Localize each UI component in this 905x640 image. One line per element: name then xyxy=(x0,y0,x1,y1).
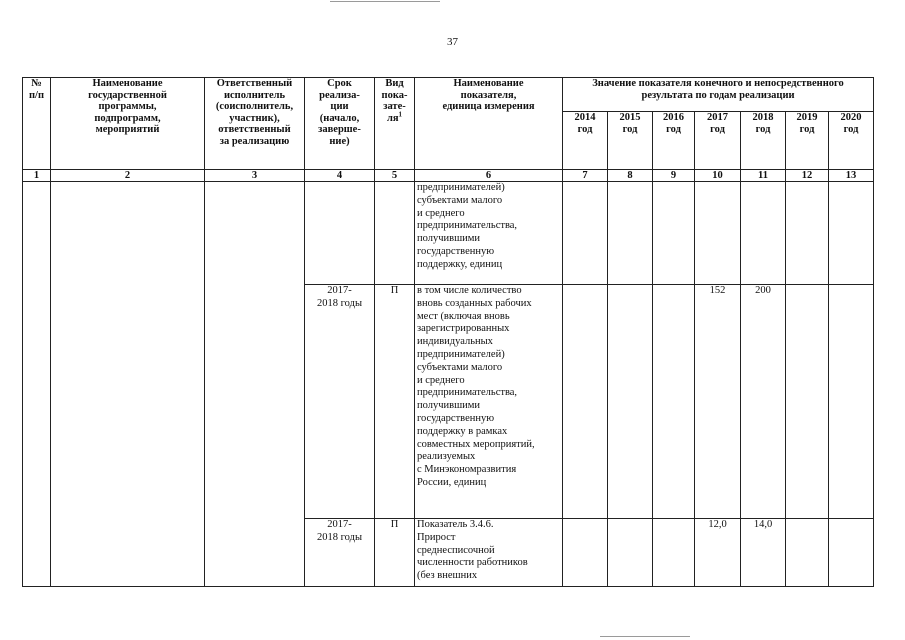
value-cell-2018: 14,0 xyxy=(741,519,786,587)
column-number: 2 xyxy=(51,170,205,182)
header-values-group: Значение показателя конечного и непосредственного результата по годам реализации xyxy=(563,78,874,112)
header-year-2018: 2018 год xyxy=(741,112,786,170)
value-cell-2020 xyxy=(829,285,874,519)
column-number: 8 xyxy=(608,170,653,182)
column-number: 12 xyxy=(786,170,829,182)
column-number: 4 xyxy=(305,170,375,182)
column-number: 6 xyxy=(415,170,563,182)
value-cell-2017: 152 xyxy=(695,285,741,519)
header-col-period: Срок реализа- ции (начало, заверше- ние) xyxy=(305,78,375,170)
value-cell-2018 xyxy=(741,182,786,285)
column-number: 7 xyxy=(563,170,608,182)
value-cell-2015 xyxy=(608,182,653,285)
header-col-indicator-name: Наименование показателя, единица измерения xyxy=(415,78,563,170)
executor-cell xyxy=(205,182,305,587)
indicator-type-cell: П xyxy=(375,285,415,519)
column-number: 10 xyxy=(695,170,741,182)
indicator-name-cell: в том числе количество вновь созданных рабочих мест (включая вновь зарегистрированных индивидуальных предпринимателей) субъектами малого и среднего предпринимательства, получившими государственную поддержку в рамках совместных мероприятий, реализуемых с Минэкономразвития России, единиц xyxy=(415,285,563,519)
scan-artifact-top xyxy=(330,1,440,2)
value-cell-2020 xyxy=(829,182,874,285)
header-year-2019: 2019 год xyxy=(786,112,829,170)
program-name-cell xyxy=(51,182,205,587)
column-number: 1 xyxy=(23,170,51,182)
column-number: 3 xyxy=(205,170,305,182)
indicator-type-cell xyxy=(375,182,415,285)
value-cell-2015 xyxy=(608,519,653,587)
column-number: 11 xyxy=(741,170,786,182)
header-year-2015: 2015 год xyxy=(608,112,653,170)
column-number: 9 xyxy=(653,170,695,182)
indicator-type-cell: П xyxy=(375,519,415,587)
indicator-name-cell: Показатель 3.4.6. Прирост среднесписочной численности работников (без внешних xyxy=(415,519,563,587)
value-cell-2016 xyxy=(653,285,695,519)
value-cell-2014 xyxy=(563,519,608,587)
header-year-2016: 2016 год xyxy=(653,112,695,170)
column-number: 5 xyxy=(375,170,415,182)
period-cell: 2017- 2018 годы xyxy=(305,285,375,519)
period-cell: 2017- 2018 годы xyxy=(305,519,375,587)
header-col-number: № п/п xyxy=(23,78,51,170)
indicator-table xyxy=(22,77,874,587)
value-cell-2015 xyxy=(608,285,653,519)
value-cell-2017: 12,0 xyxy=(695,519,741,587)
value-cell-2019 xyxy=(786,182,829,285)
column-number: 13 xyxy=(829,170,874,182)
indicator-name-cell: предпринимателей) субъектами малого и среднего предпринимательства, получившими государственную поддержку, единиц xyxy=(415,182,563,285)
table-header xyxy=(23,78,874,170)
value-cell-2014 xyxy=(563,182,608,285)
period-cell xyxy=(305,182,375,285)
header-col-executor: Ответственный исполнитель (соисполнитель, участник), ответственный за реализацию xyxy=(205,78,305,170)
value-cell-2017 xyxy=(695,182,741,285)
column-number-row xyxy=(23,170,874,182)
value-cell-2020 xyxy=(829,519,874,587)
value-cell-2016 xyxy=(653,519,695,587)
header-year-2020: 2020 год xyxy=(829,112,874,170)
header-col-indicator-type-footnote: 1 xyxy=(398,110,403,119)
value-cell-2014 xyxy=(563,285,608,519)
value-cell-2018: 200 xyxy=(741,285,786,519)
header-col-indicator-type-label: Вид пока- зате- ля xyxy=(381,78,408,124)
program-number-cell xyxy=(23,182,51,587)
header-col-indicator-type xyxy=(375,78,415,170)
scan-artifact-bottom xyxy=(600,636,690,637)
header-year-2014: 2014 год xyxy=(563,112,608,170)
value-cell-2016 xyxy=(653,182,695,285)
header-year-2017: 2017 год xyxy=(695,112,741,170)
table-row xyxy=(23,182,874,285)
header-col-program-name: Наименование государственной программы, подпрограмм, мероприятий xyxy=(51,78,205,170)
value-cell-2019 xyxy=(786,519,829,587)
page-number: 37 xyxy=(447,36,458,48)
value-cell-2019 xyxy=(786,285,829,519)
